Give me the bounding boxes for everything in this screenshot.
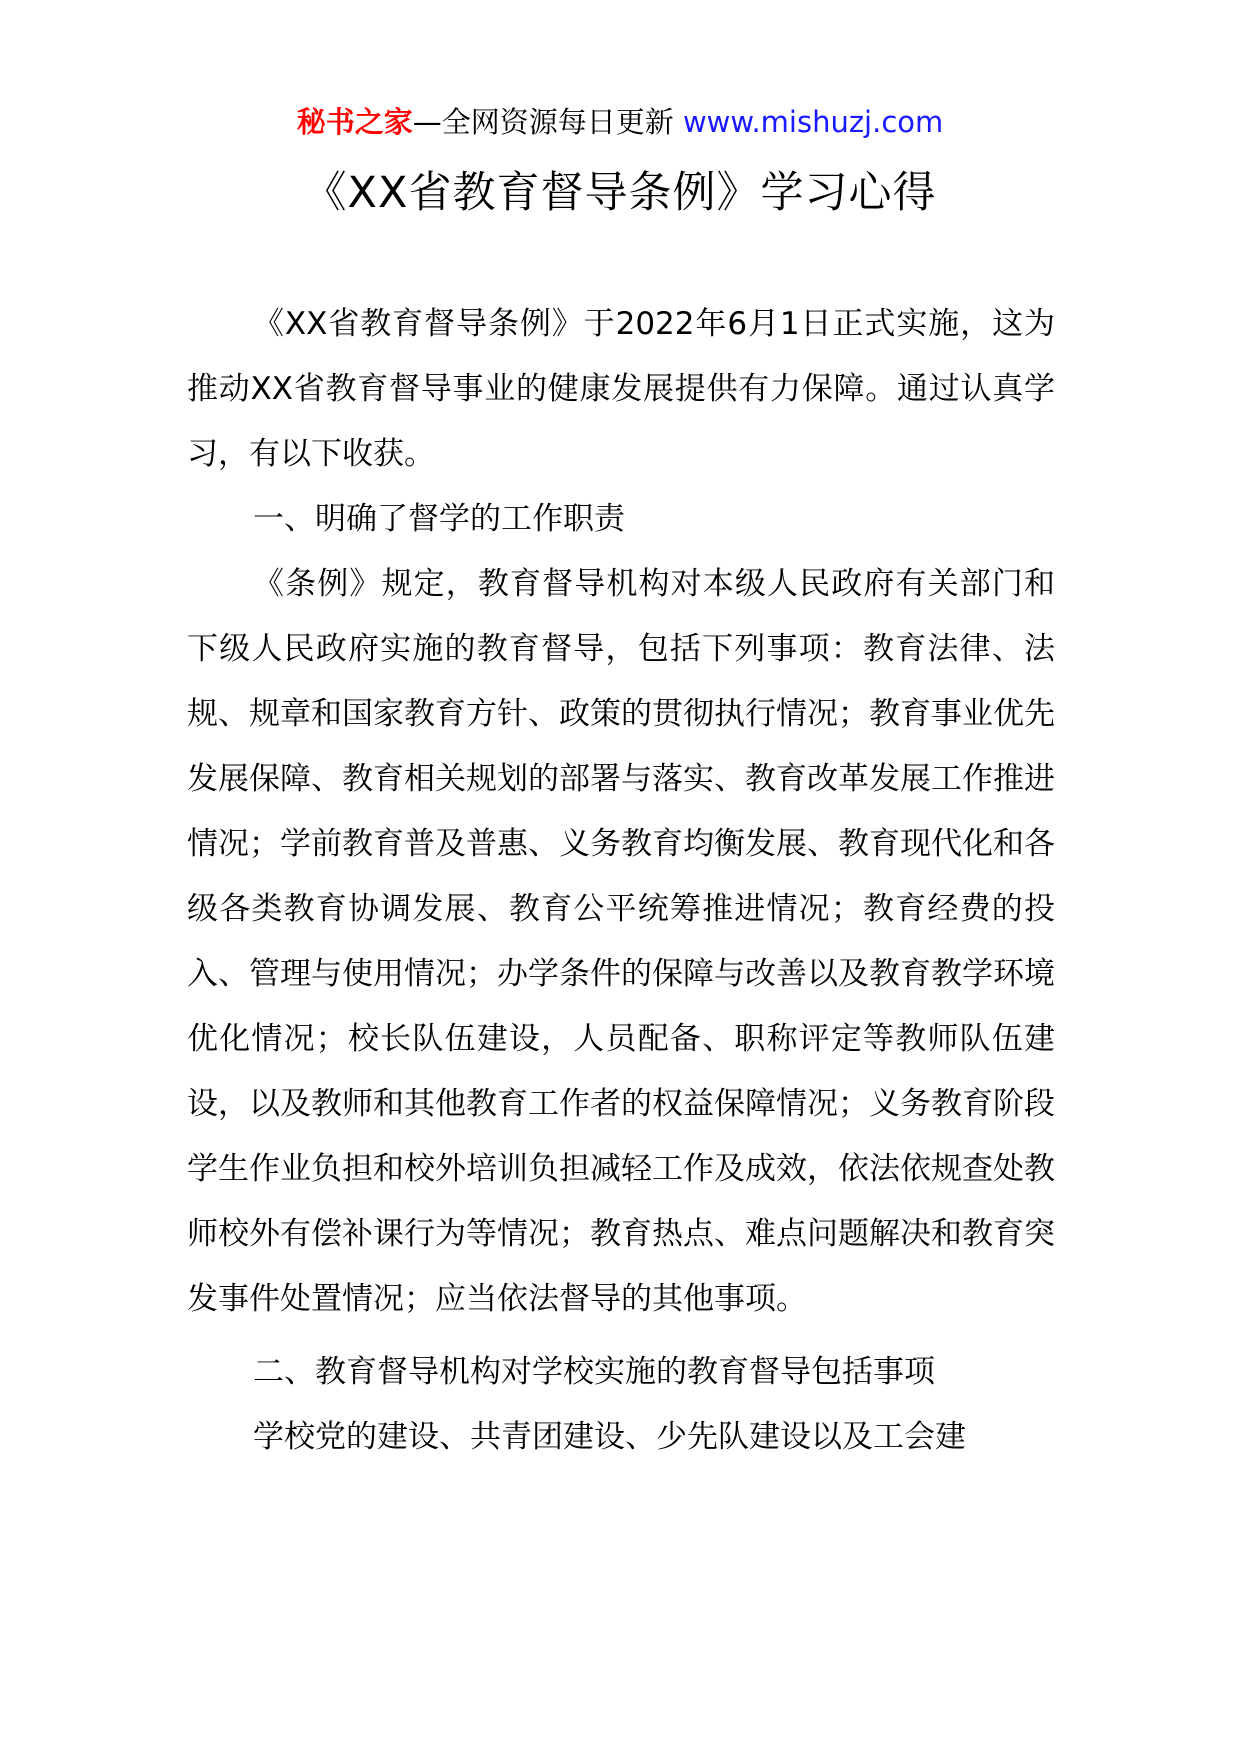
brand-name: 秘书之家 bbox=[296, 105, 413, 139]
document-title: 《XX省教育督导条例》学习心得 bbox=[303, 168, 937, 218]
section-1-paragraph: 《条例》规定，教育督导机构对本级人民政府有关部门和下级人民政府实施的教育督导，包括下列事项：教育法律、法规、规章和国家教育方针、政策的贯彻执行情况；教育事业优先发展保障、教育相关规划的部署与落实、教育改革发展工作推进情况；学前教育普及普惠、义务教育均衡发展、教育现代化和各级各类教育协调发展、教育公平统筹推进情况；教育经费的投入、管理与使用情况；办学条件的保障与改善以及教育教学环境优化情况；校长队伍建设，人员配备、职称评定等教师队伍建设，以及教师和其他教育工作者的权益保障情况；义务教育阶段学生作业负担和校外培训负担减轻工作及成效，依法依规查处教师校外有偿补课行为等情况；教育热点、难点问题解决和教育突发事件处置情况；应当依法督导的其他事项。 bbox=[187, 566, 1055, 1317]
section-2-paragraph: 学校党的建设、共青团建设、少先队建设以及工会建 bbox=[253, 1419, 966, 1455]
document-body bbox=[187, 292, 1055, 1470]
site-banner bbox=[0, 102, 1240, 142]
intro-paragraph: 《XX省教育督导条例》于2022年6月1日正式实施，这为推动XX省教育督导事业的健康发展提供有力保障。通过认真学习，有以下收获。 bbox=[187, 306, 1055, 472]
site-url-link[interactable]: www.mishuzj.com bbox=[682, 105, 944, 139]
section-heading-1: 一、明确了督学的工作职责 bbox=[253, 501, 625, 537]
banner-tagline: —全网资源每日更新 bbox=[412, 105, 683, 139]
section-heading-2: 二、教育督导机构对学校实施的教育督导包括事项 bbox=[253, 1354, 935, 1390]
